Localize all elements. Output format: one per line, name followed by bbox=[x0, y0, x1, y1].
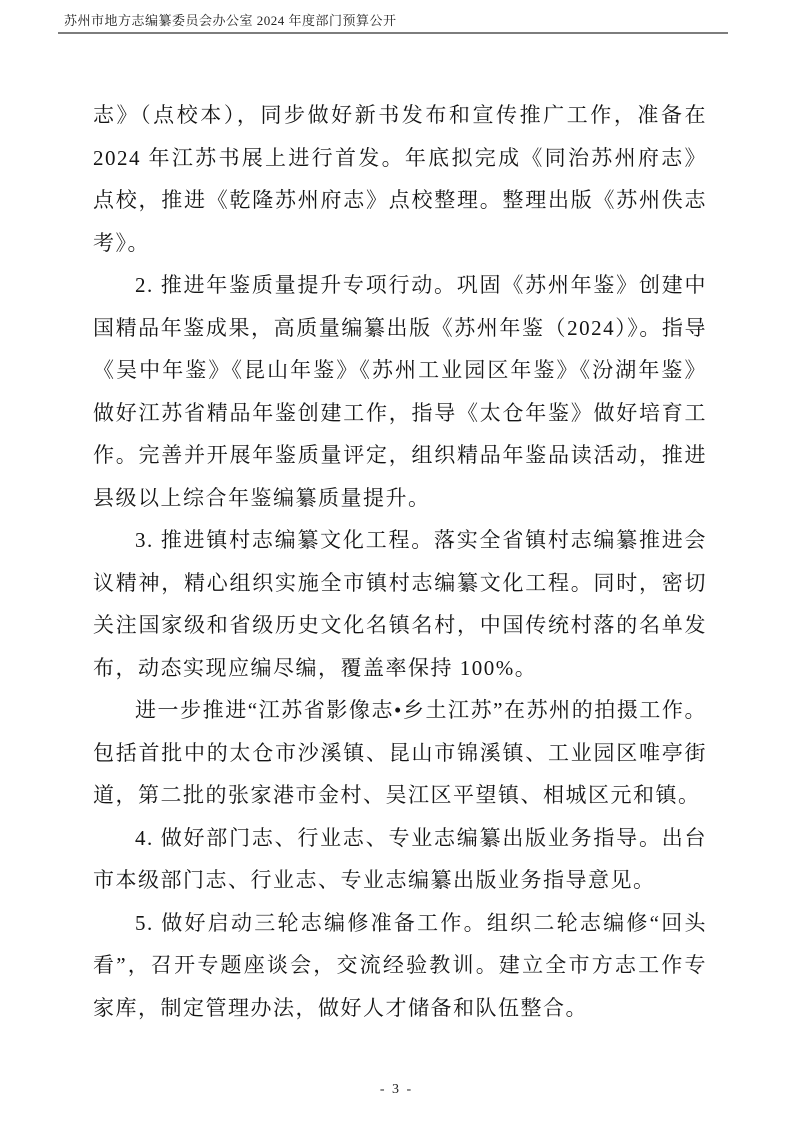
paragraph-continuation: 志》（点校本），同步做好新书发布和宣传推广工作，准备在 2024 年江苏书展上进行首发。年底拟完成《同治苏州府志》点校，推进《乾隆苏州府志》点校整理。整理出版《苏州佚志考》。 bbox=[93, 103, 707, 255]
paragraph-filming-project: 进一步推进“江苏省影像志•乡土江苏”在苏州的拍摄工作。包括首批中的太仓市沙溪镇、昆山市锦溪镇、工业园区唯亭街道，第二批的张家港市金村、吴江区平望镇、相城区元和镇。 bbox=[93, 698, 707, 807]
paragraph-item-2: 2. 推进年鉴质量提升专项行动。巩固《苏州年鉴》创建中国精品年鉴成果，高质量编纂出版《苏州年鉴（2024）》。指导《吴中年鉴》《昆山年鉴》《苏州工业园区年鉴》《汾湖年鉴》做好江苏省精品年鉴创建工作，指导《太仓年鉴》做好培育工作。完善并开展年鉴质量评定，组织精品年鉴品读活动，推进县级以上综合年鉴编纂质量提升。 bbox=[93, 273, 707, 510]
page-footer bbox=[0, 1080, 793, 1098]
page-header bbox=[58, 10, 728, 34]
paragraph-item-5: 5. 做好启动三轮志编修准备工作。组织二轮志编修“回头看”，召开专题座谈会，交流经验教训。建立全市方志工作专家库，制定管理办法，做好人才储备和队伍整合。 bbox=[93, 910, 707, 1020]
paragraph-item-4: 4. 做好部门志、行业志、专业志编纂出版业务指导。出台市本级部门志、行业志、专业志编纂出版业务指导意见。 bbox=[93, 825, 707, 892]
paragraph-item-3: 3. 推进镇村志编纂文化工程。落实全省镇村志编纂推进会议精神，精心组织实施全市镇村志编纂文化工程。同时，密切关注国家级和省级历史文化名镇名村，中国传统村落的名单发布，动态实现应编尽编，覆盖率保持 100%。 bbox=[93, 528, 707, 680]
document-body bbox=[93, 94, 707, 1029]
page-number: - 3 - bbox=[379, 1082, 414, 1097]
page-header-title: 苏州市地方志编纂委员会办公室 2024 年度部门预算公开 bbox=[64, 13, 397, 28]
